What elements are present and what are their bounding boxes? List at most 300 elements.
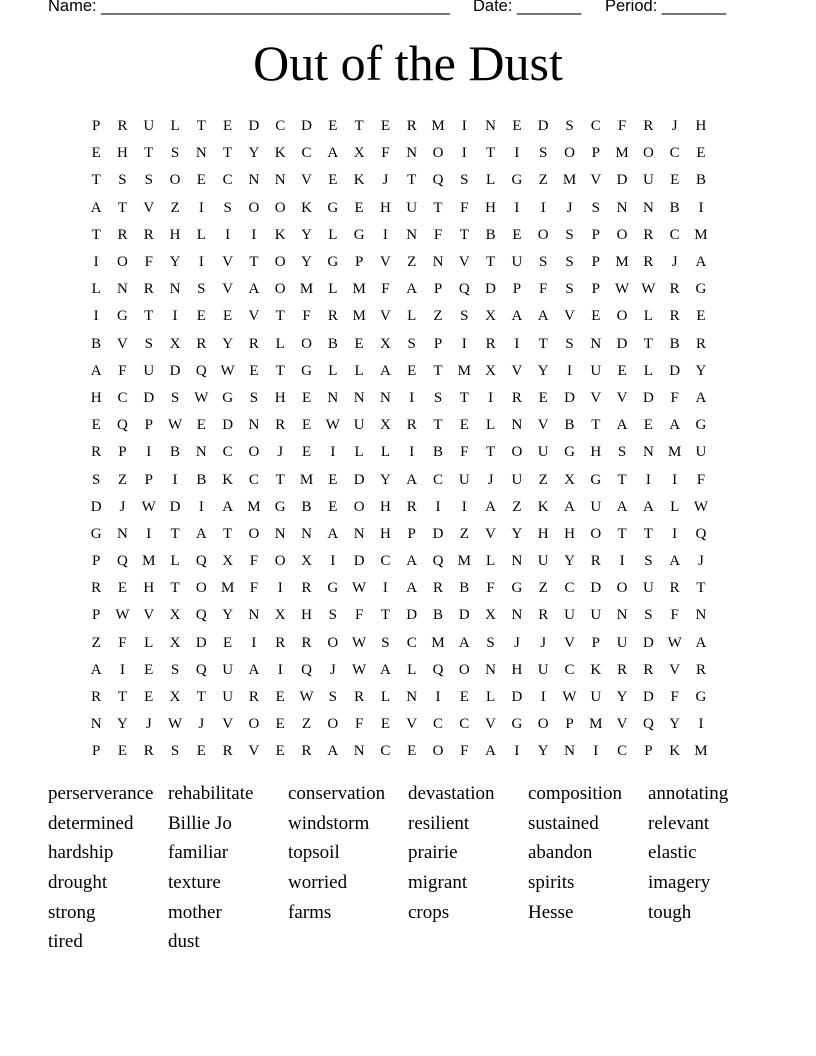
- grid-letter[interactable]: Q: [117, 553, 128, 570]
- grid-letter[interactable]: S: [170, 661, 180, 678]
- grid-letter[interactable]: D: [248, 118, 260, 135]
- grid-letter[interactable]: E: [117, 743, 128, 760]
- grid-letter[interactable]: I: [251, 634, 257, 651]
- grid-letter[interactable]: T: [275, 471, 285, 488]
- grid-letter[interactable]: A: [90, 661, 102, 678]
- grid-letter[interactable]: T: [643, 525, 653, 542]
- grid-letter[interactable]: U: [590, 607, 602, 624]
- grid-letter[interactable]: O: [274, 199, 286, 216]
- grid-letter[interactable]: V: [143, 607, 155, 624]
- grid-letter[interactable]: I: [119, 661, 125, 678]
- grid-letter[interactable]: X: [353, 145, 365, 162]
- grid-letter[interactable]: A: [222, 498, 234, 515]
- grid-letter[interactable]: L: [328, 281, 338, 298]
- grid-letter[interactable]: S: [433, 389, 443, 406]
- grid-letter[interactable]: S: [170, 389, 180, 406]
- grid-letter[interactable]: W: [352, 634, 367, 651]
- grid-letter[interactable]: R: [143, 281, 154, 298]
- grid-letter[interactable]: N: [195, 444, 207, 461]
- grid-letter[interactable]: D: [669, 362, 681, 379]
- grid-letter[interactable]: B: [433, 444, 444, 461]
- grid-letter[interactable]: V: [301, 172, 312, 189]
- grid-letter[interactable]: S: [539, 254, 548, 271]
- grid-letter[interactable]: C: [617, 743, 628, 760]
- grid-letter[interactable]: F: [381, 281, 390, 298]
- grid-letter[interactable]: T: [117, 689, 128, 706]
- grid-letter[interactable]: L: [328, 226, 338, 243]
- grid-letter[interactable]: B: [170, 444, 181, 461]
- grid-letter[interactable]: F: [249, 553, 259, 570]
- grid-letter[interactable]: R: [538, 607, 549, 624]
- grid-letter[interactable]: V: [248, 308, 260, 325]
- grid-letter[interactable]: N: [485, 118, 497, 135]
- grid-letter[interactable]: H: [274, 389, 286, 406]
- grid-letter[interactable]: O: [432, 145, 444, 162]
- grid-letter[interactable]: A: [695, 389, 707, 406]
- grid-letter[interactable]: E: [512, 226, 522, 243]
- grid-letter[interactable]: L: [407, 661, 417, 678]
- grid-letter[interactable]: H: [117, 145, 128, 162]
- grid-letter[interactable]: C: [433, 471, 444, 488]
- grid-letter[interactable]: I: [198, 254, 204, 271]
- grid-letter[interactable]: N: [406, 226, 418, 243]
- grid-letter[interactable]: A: [406, 553, 418, 570]
- grid-letter[interactable]: B: [669, 199, 680, 216]
- grid-letter[interactable]: Q: [432, 172, 444, 189]
- grid-letter[interactable]: T: [223, 525, 233, 542]
- grid-letter[interactable]: J: [119, 498, 126, 515]
- grid-letter[interactable]: R: [643, 661, 654, 678]
- grid-letter[interactable]: X: [274, 607, 286, 624]
- grid-letter[interactable]: B: [301, 498, 312, 515]
- grid-letter[interactable]: G: [353, 226, 365, 243]
- grid-letter[interactable]: X: [169, 689, 181, 706]
- grid-letter[interactable]: T: [91, 172, 101, 189]
- grid-letter[interactable]: H: [485, 199, 497, 216]
- grid-letter[interactable]: A: [406, 580, 418, 597]
- grid-letter[interactable]: R: [511, 389, 522, 406]
- grid-letter[interactable]: L: [170, 118, 180, 135]
- grid-letter[interactable]: C: [564, 580, 575, 597]
- grid-letter[interactable]: O: [616, 308, 628, 325]
- grid-letter[interactable]: O: [248, 444, 260, 461]
- grid-letter[interactable]: I: [409, 389, 415, 406]
- grid-letter[interactable]: P: [591, 281, 600, 298]
- grid-letter[interactable]: I: [698, 199, 704, 216]
- grid-letter[interactable]: M: [352, 281, 366, 298]
- grid-letter[interactable]: O: [537, 226, 549, 243]
- grid-letter[interactable]: E: [354, 199, 364, 216]
- grid-letter[interactable]: V: [458, 254, 470, 271]
- grid-letter[interactable]: N: [353, 743, 365, 760]
- grid-letter[interactable]: P: [118, 444, 127, 461]
- grid-letter[interactable]: I: [382, 226, 388, 243]
- grid-letter[interactable]: S: [170, 145, 180, 162]
- grid-letter[interactable]: Y: [248, 145, 260, 162]
- grid-letter[interactable]: Q: [642, 716, 654, 733]
- grid-letter[interactable]: T: [433, 362, 443, 379]
- grid-letter[interactable]: I: [277, 580, 283, 597]
- grid-letter[interactable]: F: [249, 580, 259, 597]
- grid-letter[interactable]: U: [590, 689, 602, 706]
- grid-letter[interactable]: M: [142, 553, 156, 570]
- grid-letter[interactable]: O: [590, 525, 602, 542]
- grid-letter[interactable]: C: [380, 553, 391, 570]
- grid-letter[interactable]: B: [485, 226, 496, 243]
- grid-letter[interactable]: A: [195, 525, 207, 542]
- grid-letter[interactable]: Y: [564, 553, 575, 570]
- grid-letter[interactable]: P: [91, 743, 101, 760]
- grid-letter[interactable]: H: [301, 607, 312, 624]
- grid-letter[interactable]: T: [538, 335, 548, 352]
- grid-letter[interactable]: I: [330, 553, 336, 570]
- grid-letter[interactable]: M: [694, 743, 708, 760]
- grid-letter[interactable]: R: [91, 689, 102, 706]
- grid-letter[interactable]: T: [196, 689, 206, 706]
- grid-letter[interactable]: L: [407, 308, 417, 325]
- grid-letter[interactable]: R: [327, 308, 338, 325]
- grid-letter[interactable]: G: [695, 689, 707, 706]
- grid-letter[interactable]: N: [353, 525, 365, 542]
- grid-letter[interactable]: C: [669, 145, 680, 162]
- grid-letter[interactable]: N: [695, 607, 707, 624]
- grid-letter[interactable]: H: [695, 118, 707, 135]
- grid-letter[interactable]: D: [642, 689, 654, 706]
- grid-letter[interactable]: F: [354, 607, 364, 624]
- grid-letter[interactable]: U: [353, 417, 365, 434]
- grid-letter[interactable]: W: [194, 389, 209, 406]
- grid-letter[interactable]: A: [406, 471, 418, 488]
- grid-letter[interactable]: P: [91, 607, 101, 624]
- grid-letter[interactable]: P: [433, 335, 443, 352]
- grid-letter[interactable]: D: [537, 118, 549, 135]
- grid-letter[interactable]: O: [537, 716, 549, 733]
- grid-letter[interactable]: N: [511, 607, 523, 624]
- grid-letter[interactable]: O: [274, 254, 286, 271]
- grid-letter[interactable]: G: [117, 308, 128, 325]
- grid-letter[interactable]: M: [431, 634, 445, 651]
- grid-letter[interactable]: B: [327, 335, 338, 352]
- grid-letter[interactable]: E: [407, 362, 417, 379]
- grid-letter[interactable]: L: [170, 553, 180, 570]
- grid-letter[interactable]: X: [564, 471, 575, 488]
- grid-letter[interactable]: M: [299, 281, 314, 298]
- grid-letter[interactable]: F: [539, 281, 548, 298]
- grid-letter[interactable]: V: [564, 634, 575, 651]
- grid-letter[interactable]: I: [540, 689, 546, 706]
- grid-letter[interactable]: U: [590, 498, 602, 515]
- grid-letter[interactable]: P: [433, 281, 443, 298]
- grid-letter[interactable]: H: [379, 199, 391, 216]
- grid-letter[interactable]: B: [196, 471, 207, 488]
- grid-letter[interactable]: A: [248, 281, 260, 298]
- grid-letter[interactable]: E: [696, 145, 706, 162]
- grid-letter[interactable]: T: [91, 226, 101, 243]
- grid-letter[interactable]: T: [407, 172, 417, 189]
- grid-letter[interactable]: Z: [91, 634, 101, 651]
- grid-letter[interactable]: K: [669, 743, 681, 760]
- grid-letter[interactable]: N: [432, 254, 444, 271]
- grid-letter[interactable]: H: [379, 498, 391, 515]
- grid-letter[interactable]: I: [172, 471, 178, 488]
- grid-letter[interactable]: H: [143, 580, 155, 597]
- grid-letter[interactable]: W: [352, 580, 367, 597]
- grid-letter[interactable]: K: [222, 471, 234, 488]
- grid-letter[interactable]: V: [379, 254, 391, 271]
- grid-letter[interactable]: Q: [195, 362, 207, 379]
- grid-letter[interactable]: D: [353, 471, 365, 488]
- grid-letter[interactable]: G: [695, 417, 707, 434]
- grid-letter[interactable]: E: [328, 172, 338, 189]
- grid-letter[interactable]: A: [248, 661, 260, 678]
- grid-letter[interactable]: R: [275, 634, 286, 651]
- grid-letter[interactable]: Z: [538, 580, 548, 597]
- grid-letter[interactable]: W: [615, 281, 630, 298]
- grid-letter[interactable]: I: [593, 743, 599, 760]
- grid-letter[interactable]: Z: [170, 199, 180, 216]
- grid-letter[interactable]: L: [354, 444, 364, 461]
- grid-letter[interactable]: Z: [407, 254, 417, 271]
- grid-letter[interactable]: F: [118, 634, 127, 651]
- grid-letter[interactable]: V: [406, 716, 418, 733]
- grid-letter[interactable]: X: [379, 335, 391, 352]
- grid-letter[interactable]: I: [225, 226, 231, 243]
- grid-letter[interactable]: S: [118, 172, 127, 189]
- grid-letter[interactable]: I: [277, 661, 283, 678]
- grid-letter[interactable]: U: [616, 634, 628, 651]
- grid-letter[interactable]: G: [564, 444, 575, 461]
- grid-letter[interactable]: P: [407, 525, 416, 542]
- grid-letter[interactable]: D: [616, 335, 628, 352]
- grid-letter[interactable]: U: [537, 661, 549, 678]
- grid-letter[interactable]: E: [696, 308, 706, 325]
- grid-letter[interactable]: I: [672, 525, 678, 542]
- grid-letter[interactable]: F: [460, 743, 469, 760]
- grid-letter[interactable]: W: [562, 689, 577, 706]
- grid-letter[interactable]: R: [248, 689, 259, 706]
- grid-letter[interactable]: S: [144, 335, 153, 352]
- grid-letter[interactable]: P: [354, 254, 364, 271]
- grid-letter[interactable]: J: [698, 553, 704, 570]
- grid-letter[interactable]: T: [354, 118, 364, 135]
- grid-letter[interactable]: P: [644, 743, 653, 760]
- grid-letter[interactable]: T: [117, 199, 128, 216]
- grid-letter[interactable]: S: [170, 743, 180, 760]
- grid-letter[interactable]: S: [617, 444, 627, 461]
- grid-letter[interactable]: D: [590, 580, 602, 597]
- grid-letter[interactable]: E: [591, 308, 601, 325]
- grid-letter[interactable]: V: [222, 281, 234, 298]
- grid-letter[interactable]: K: [274, 226, 286, 243]
- grid-letter[interactable]: B: [433, 607, 444, 624]
- grid-letter[interactable]: U: [590, 362, 602, 379]
- grid-letter[interactable]: R: [669, 580, 680, 597]
- grid-letter[interactable]: U: [511, 471, 523, 488]
- grid-letter[interactable]: F: [381, 145, 390, 162]
- grid-letter[interactable]: R: [301, 580, 312, 597]
- grid-letter[interactable]: L: [354, 362, 364, 379]
- grid-letter[interactable]: B: [91, 335, 102, 352]
- grid-letter[interactable]: N: [90, 716, 102, 733]
- name-field[interactable]: Name: ______________________________________: [48, 0, 450, 15]
- grid-letter[interactable]: W: [667, 634, 682, 651]
- grid-letter[interactable]: E: [459, 417, 469, 434]
- grid-letter[interactable]: F: [460, 444, 469, 461]
- grid-letter[interactable]: V: [590, 389, 602, 406]
- grid-letter[interactable]: I: [566, 362, 572, 379]
- grid-letter[interactable]: Z: [301, 716, 312, 733]
- grid-letter[interactable]: R: [248, 335, 259, 352]
- grid-letter[interactable]: I: [619, 553, 625, 570]
- grid-letter[interactable]: U: [406, 199, 418, 216]
- grid-letter[interactable]: C: [275, 118, 286, 135]
- grid-letter[interactable]: M: [247, 498, 261, 515]
- grid-letter[interactable]: M: [457, 553, 471, 570]
- grid-letter[interactable]: J: [540, 634, 547, 651]
- grid-letter[interactable]: M: [220, 580, 235, 597]
- grid-letter[interactable]: S: [407, 335, 416, 352]
- grid-letter[interactable]: L: [486, 553, 496, 570]
- grid-letter[interactable]: A: [327, 525, 339, 542]
- grid-letter[interactable]: Y: [695, 362, 707, 379]
- grid-letter[interactable]: O: [327, 634, 339, 651]
- grid-letter[interactable]: J: [382, 172, 389, 189]
- grid-letter[interactable]: Q: [195, 553, 207, 570]
- grid-letter[interactable]: I: [514, 335, 520, 352]
- grid-letter[interactable]: R: [643, 118, 654, 135]
- grid-letter[interactable]: D: [301, 118, 312, 135]
- grid-letter[interactable]: D: [195, 634, 207, 651]
- grid-letter[interactable]: N: [117, 525, 128, 542]
- grid-letter[interactable]: T: [275, 308, 285, 325]
- grid-letter[interactable]: E: [643, 417, 653, 434]
- grid-letter[interactable]: I: [514, 145, 520, 162]
- grid-letter[interactable]: Z: [433, 308, 443, 325]
- grid-letter[interactable]: N: [590, 335, 602, 352]
- grid-letter[interactable]: P: [512, 281, 522, 298]
- grid-letter[interactable]: C: [433, 716, 444, 733]
- grid-letter[interactable]: T: [170, 580, 180, 597]
- grid-letter[interactable]: O: [353, 498, 365, 515]
- grid-letter[interactable]: E: [117, 580, 128, 597]
- grid-letter[interactable]: N: [274, 172, 286, 189]
- grid-letter[interactable]: E: [144, 689, 154, 706]
- grid-letter[interactable]: Z: [512, 498, 522, 515]
- grid-letter[interactable]: B: [564, 417, 575, 434]
- grid-letter[interactable]: E: [459, 689, 469, 706]
- grid-letter[interactable]: E: [91, 145, 101, 162]
- grid-letter[interactable]: Y: [222, 335, 234, 352]
- grid-letter[interactable]: S: [144, 172, 153, 189]
- grid-letter[interactable]: R: [590, 553, 601, 570]
- grid-letter[interactable]: W: [141, 498, 156, 515]
- grid-letter[interactable]: K: [301, 199, 312, 216]
- grid-letter[interactable]: S: [460, 172, 469, 189]
- grid-letter[interactable]: R: [143, 226, 154, 243]
- grid-letter[interactable]: G: [90, 525, 102, 542]
- grid-letter[interactable]: Z: [538, 172, 548, 189]
- grid-letter[interactable]: E: [301, 444, 312, 461]
- grid-letter[interactable]: S: [91, 471, 101, 488]
- grid-letter[interactable]: G: [274, 498, 286, 515]
- grid-letter[interactable]: D: [642, 634, 654, 651]
- grid-letter[interactable]: R: [695, 661, 706, 678]
- date-field[interactable]: Date: _______: [473, 0, 582, 15]
- grid-letter[interactable]: P: [91, 118, 101, 135]
- grid-letter[interactable]: E: [328, 498, 338, 515]
- grid-letter[interactable]: A: [669, 553, 681, 570]
- grid-letter[interactable]: X: [169, 607, 181, 624]
- grid-letter[interactable]: G: [222, 389, 234, 406]
- grid-letter[interactable]: U: [222, 661, 234, 678]
- grid-letter[interactable]: S: [328, 689, 337, 706]
- grid-letter[interactable]: G: [327, 199, 339, 216]
- grid-letter[interactable]: L: [196, 226, 206, 243]
- grid-letter[interactable]: E: [538, 389, 548, 406]
- grid-letter[interactable]: E: [196, 743, 206, 760]
- grid-letter[interactable]: C: [301, 145, 312, 162]
- grid-letter[interactable]: N: [248, 172, 260, 189]
- grid-letter[interactable]: O: [327, 716, 339, 733]
- grid-letter[interactable]: W: [299, 689, 314, 706]
- grid-letter[interactable]: R: [196, 335, 207, 352]
- grid-letter[interactable]: M: [352, 308, 366, 325]
- grid-letter[interactable]: I: [645, 471, 651, 488]
- grid-letter[interactable]: N: [406, 145, 418, 162]
- grid-letter[interactable]: U: [564, 607, 575, 624]
- grid-letter[interactable]: R: [669, 281, 680, 298]
- grid-letter[interactable]: I: [461, 498, 467, 515]
- grid-letter[interactable]: Q: [432, 553, 444, 570]
- grid-letter[interactable]: X: [301, 553, 312, 570]
- grid-letter[interactable]: T: [433, 199, 443, 216]
- grid-letter[interactable]: A: [379, 362, 391, 379]
- grid-letter[interactable]: S: [381, 634, 390, 651]
- grid-letter[interactable]: T: [459, 226, 469, 243]
- grid-letter[interactable]: P: [591, 145, 600, 162]
- grid-letter[interactable]: C: [459, 716, 470, 733]
- grid-letter[interactable]: I: [461, 118, 467, 135]
- grid-letter[interactable]: L: [328, 362, 338, 379]
- grid-letter[interactable]: G: [590, 471, 602, 488]
- grid-letter[interactable]: L: [643, 362, 653, 379]
- grid-letter[interactable]: F: [670, 389, 679, 406]
- grid-letter[interactable]: F: [302, 308, 311, 325]
- grid-letter[interactable]: R: [406, 417, 417, 434]
- grid-letter[interactable]: H: [537, 525, 549, 542]
- grid-letter[interactable]: R: [117, 226, 128, 243]
- grid-letter[interactable]: S: [565, 254, 574, 271]
- grid-letter[interactable]: A: [537, 308, 549, 325]
- grid-letter[interactable]: Y: [616, 689, 628, 706]
- grid-letter[interactable]: V: [485, 716, 497, 733]
- grid-letter[interactable]: I: [409, 444, 415, 461]
- grid-letter[interactable]: R: [669, 308, 680, 325]
- grid-letter[interactable]: F: [118, 362, 127, 379]
- grid-letter[interactable]: S: [460, 308, 469, 325]
- grid-letter[interactable]: A: [406, 281, 418, 298]
- grid-letter[interactable]: T: [696, 580, 706, 597]
- grid-letter[interactable]: A: [327, 743, 339, 760]
- grid-letter[interactable]: S: [565, 118, 574, 135]
- grid-letter[interactable]: Y: [537, 743, 549, 760]
- grid-letter[interactable]: J: [487, 471, 494, 488]
- grid-letter[interactable]: I: [540, 199, 546, 216]
- grid-letter[interactable]: Q: [695, 525, 707, 542]
- grid-letter[interactable]: L: [144, 634, 154, 651]
- grid-letter[interactable]: C: [222, 172, 233, 189]
- grid-letter[interactable]: D: [143, 389, 155, 406]
